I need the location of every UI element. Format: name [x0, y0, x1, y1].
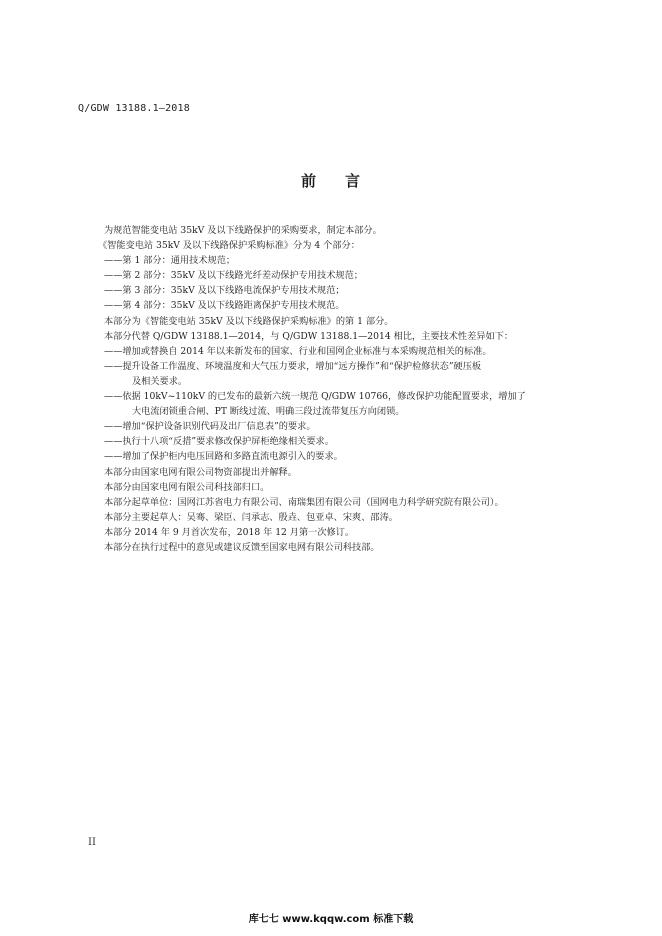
paragraph-line: 《智能变电站 35kV 及以下线路保护采购标准》分为 4 个部分： [98, 240, 360, 252]
list-item-continuation: 大电流闭锁重合闸、PT 断线过流、明确三段过流带复压方向闭锁。 [132, 406, 405, 418]
paragraph-line: 本部分为《智能变电站 35kV 及以下线路保护采购标准》的第 1 部分。 [104, 315, 394, 327]
paragraph-line: 本部分在执行过程中的意见或建议反馈至国家电网有限公司科技部。 [104, 541, 380, 553]
paragraph-line: 本部分由国家电网有限公司科技部归口。 [104, 481, 270, 493]
page-number: II [88, 837, 96, 848]
list-item: ——第 3 部分：35kV 及以下线路电流保护专用技术规范； [104, 285, 345, 297]
paragraph-line: 本部分主要起草人：吴骞、梁臣、闫承志、殷垚、包亚卓、宋爽、邵涛。 [104, 511, 398, 523]
list-item: ——执行十八项“反措”要求修改保护屏柜绝缘相关要求。 [104, 436, 334, 448]
list-item: ——第 1 部分：通用技术规范； [104, 255, 236, 267]
paragraph-line: 为规范智能变电站 35kV 及以下线路保护的采购要求，制定本部分。 [104, 225, 382, 236]
paragraph-line: 本部分由国家电网有限公司物资部提出并解释。 [104, 466, 297, 478]
heading-char-1: 前 [300, 172, 317, 190]
paragraph-line: 本部分起草单位：国网江苏省电力有限公司、南瑞集团有限公司（国网电力科学研究院有限公司）。 [104, 496, 504, 508]
list-item: ——第 2 部分：35kV 及以下线路光纤差动保护专用技术规范； [104, 270, 363, 282]
preface-body [98, 223, 584, 555]
download-watermark: 库七七 www.kqqw.com 标准下载 [248, 914, 414, 925]
list-item: ——第 4 部分：35kV 及以下线路距离保护专用技术规范。 [104, 300, 345, 312]
list-item: ——依据 10kV~110kV 的已发布的最新六统一规范 Q/GDW 10766，修改保护功能配置要求，增加了 [104, 391, 526, 403]
list-item: ——增加了保护柜内电压回路和多路直流电源引入的要求。 [104, 451, 343, 463]
list-item: ——增加“保护设备识别代码及出厂信息表”的要求。 [104, 421, 316, 433]
paragraph-line: 本部分代替 Q/GDW 13188.1—2014，与 Q/GDW 13188.1—2014 相比，主要技术性差异如下： [104, 330, 514, 342]
list-item: ——提升设备工作温度、环境温度和大气压力要求，增加“远方操作”和“保护检修状态”硬压板 [104, 360, 482, 372]
list-item-continuation: 及相关要求。 [132, 375, 188, 387]
document-code: Q/GDW 13188.1—2018 [78, 103, 190, 114]
heading-char-2: 言 [345, 172, 362, 190]
paragraph-line: 本部分 2014 年 9 月首次发布，2018 年 12 月第一次修订。 [104, 526, 355, 538]
preface-heading [0, 170, 662, 191]
list-item: ——增加或替换自 2014 年以来新发布的国家、行业和国网企业标准与本采购规范相关的标准。 [104, 345, 492, 357]
